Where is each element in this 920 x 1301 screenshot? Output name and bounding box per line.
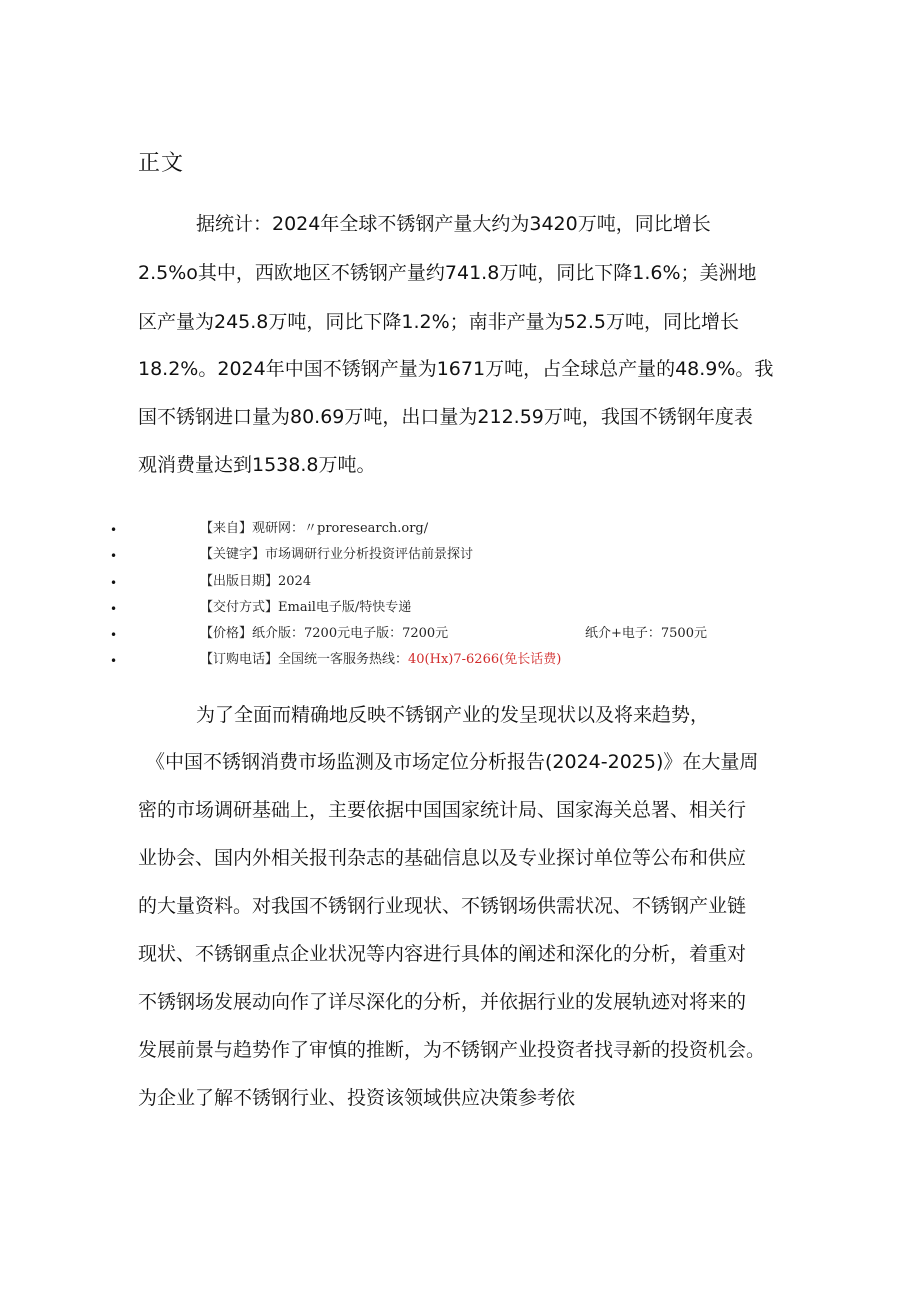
meta-delivery: 【交付方式】Email电子版/特快专递: [200, 600, 412, 615]
intro-line: 为了全面而精确地反映不锈钢产业的发呈现状以及将来趋势，: [196, 704, 710, 726]
bullet-icon: •: [110, 654, 118, 668]
bullet-icon: •: [110, 523, 118, 537]
intro-line: 不锈钢场发展动向作了详尽深化的分析，并依据行业的发展轨迹对将来的: [138, 991, 747, 1013]
meta-source: 【来自】观研网：〃proresearch.org/: [200, 521, 429, 536]
stats-line: 观消费量达到1538.8万吨。: [138, 454, 376, 476]
meta-keywords: 【关键字】市场调研行业分析投资评估前景探讨: [200, 547, 474, 562]
bullet-icon: •: [110, 576, 118, 590]
intro-line: 密的市场调研基础上，主要依据中国国家统计局、国家海关总署、相关行: [138, 799, 747, 821]
meta-publish-date: 【出版日期】2024: [200, 574, 312, 589]
meta-phone: [200, 651, 561, 669]
intro-line: 发展前景与趋势作了审慎的推断，为不锈钢产业投资者找寻新的投资机会。: [138, 1039, 766, 1061]
meta-phone-value: 40(Hx)7-6266(免长话费): [408, 652, 562, 667]
intro-line: 业协会、国内外相关报刊杂志的基础信息以及专业探讨单位等公布和供应: [138, 847, 747, 869]
meta-price-combo: 纸介+电子：7500元: [585, 626, 707, 641]
intro-line: 《中国不锈钢消费市场监测及市场定位分析报告(2024-2025)》在大量周: [146, 751, 759, 773]
meta-phone-label: 【订购电话】全国统一客服务热线：: [200, 652, 409, 667]
bullet-icon: •: [110, 549, 118, 563]
intro-line: 现状、不锈钢重点企业状况等内容进行具体的阐述和深化的分析，着重对: [138, 943, 747, 965]
bullet-icon: •: [110, 628, 118, 642]
stats-line: 国不锈钢进口量为80.69万吨，出口量为212.59万吨，我国不锈钢年度表: [138, 406, 753, 428]
bullet-icon: •: [110, 602, 118, 616]
stats-line: 2.5%o其中，西欧地区不锈钢产量约741.8万吨，同比下降1.6%；美洲地: [138, 262, 757, 284]
intro-line: 的大量资料。对我国不锈钢行业现状、不锈钢场供需状况、不锈钢产业链: [138, 895, 747, 917]
stats-line: 18.2%。2024年中国不锈钢产量为1671万吨，占全球总产量的48.9%。我: [138, 358, 774, 380]
stats-line: 区产量为245.8万吨，同比下降1.2%；南非产量为52.5万吨，同比增长: [138, 311, 739, 333]
stats-line: 据统计：2024年全球不锈钢产量大约为3420万吨，同比增长: [196, 213, 711, 235]
section-title: 正文: [138, 151, 185, 176]
meta-price: 【价格】纸介版：7200元电子版：7200元: [200, 626, 449, 641]
intro-line: 为企业了解不锈钢行业、投资该领域供应决策参考依: [138, 1087, 576, 1109]
